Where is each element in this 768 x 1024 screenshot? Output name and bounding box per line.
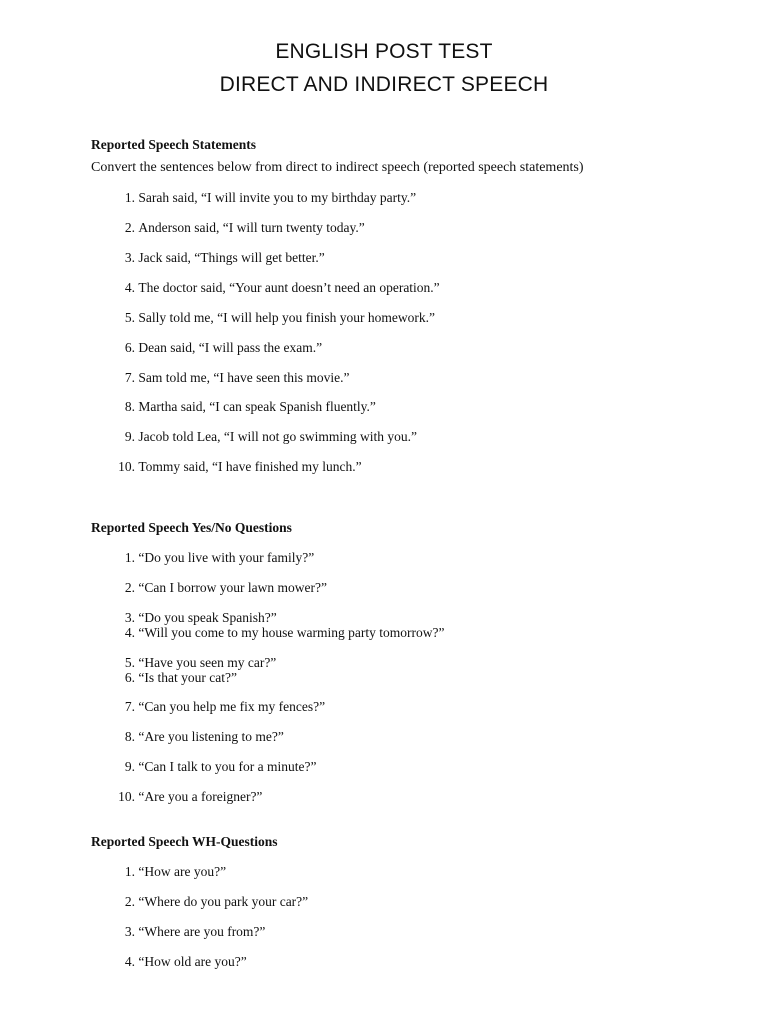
list-item bbox=[107, 954, 707, 970]
list-item bbox=[107, 429, 707, 445]
item-number: 3. bbox=[124, 924, 135, 939]
item-text: “Are you a foreigner?” bbox=[138, 789, 263, 804]
list-item bbox=[107, 670, 707, 686]
item-text: “Where are you from?” bbox=[138, 924, 266, 939]
item-number: 4. bbox=[124, 280, 135, 295]
list-item bbox=[107, 550, 707, 566]
list-item bbox=[107, 310, 707, 326]
item-number: 5. bbox=[124, 310, 135, 325]
list-item bbox=[107, 924, 707, 940]
item-number: 2. bbox=[124, 894, 135, 909]
list-item bbox=[107, 580, 707, 596]
item-number: 1. bbox=[124, 864, 135, 879]
item-text: Sally told me, “I will help you finish your homework.” bbox=[138, 310, 435, 325]
item-number: 8. bbox=[124, 399, 135, 414]
list-item bbox=[107, 655, 707, 671]
list-item bbox=[107, 220, 707, 236]
document-title: ENGLISH POST TEST bbox=[275, 40, 493, 63]
list-item bbox=[107, 699, 707, 715]
document-subtitle: DIRECT AND INDIRECT SPEECH bbox=[219, 73, 549, 96]
item-number: 7. bbox=[124, 370, 135, 385]
item-number: 6. bbox=[124, 670, 135, 685]
item-text: Jack said, “Things will get better.” bbox=[138, 250, 325, 265]
list-item bbox=[107, 789, 707, 805]
list-item bbox=[107, 625, 707, 641]
list-item bbox=[107, 370, 707, 386]
item-number: 3. bbox=[124, 250, 135, 265]
item-text: “Is that your cat?” bbox=[138, 670, 237, 685]
item-text: “Have you seen my car?” bbox=[138, 655, 277, 670]
item-text: Jacob told Lea, “I will not go swimming with you.” bbox=[138, 429, 417, 444]
item-number: 8. bbox=[124, 729, 135, 744]
item-text: “Do you live with your family?” bbox=[138, 550, 315, 565]
item-text: “Can I borrow your lawn mower?” bbox=[138, 580, 327, 595]
list-item bbox=[107, 280, 707, 296]
list-item bbox=[107, 190, 707, 206]
list-item bbox=[107, 399, 707, 415]
item-number: 1. bbox=[124, 550, 135, 565]
item-number: 7. bbox=[124, 699, 135, 714]
item-text: “Do you speak Spanish?” bbox=[138, 610, 277, 625]
item-text: “Can you help me fix my fences?” bbox=[138, 699, 326, 714]
item-text: “Where do you park your car?” bbox=[138, 894, 309, 909]
list-item bbox=[107, 340, 707, 356]
section-heading-wh-questions: Reported Speech WH-Questions bbox=[91, 834, 278, 849]
item-number: 4. bbox=[124, 954, 135, 969]
item-text: Sarah said, “I will invite you to my birthday party.” bbox=[138, 190, 417, 205]
item-number: 1. bbox=[124, 190, 135, 205]
list-item bbox=[107, 759, 707, 775]
item-text: “How are you?” bbox=[138, 864, 227, 879]
item-text: Tommy said, “I have finished my lunch.” bbox=[138, 459, 362, 474]
item-text: Dean said, “I will pass the exam.” bbox=[138, 340, 323, 355]
list-item bbox=[107, 729, 707, 745]
item-text: “Will you come to my house warming party tomorrow?” bbox=[138, 625, 445, 640]
section-instruction: Convert the sentences below from direct to indirect speech (reported speech statements) bbox=[91, 160, 584, 175]
item-number: 10. bbox=[118, 459, 135, 474]
item-number: 2. bbox=[124, 220, 135, 235]
item-text: “Are you listening to me?” bbox=[138, 729, 284, 744]
list-item bbox=[107, 864, 707, 880]
item-number: 6. bbox=[124, 340, 135, 355]
list-item bbox=[107, 894, 707, 910]
item-number: 5. bbox=[124, 655, 135, 670]
item-text: “Can I talk to you for a minute?” bbox=[138, 759, 317, 774]
item-text: The doctor said, “Your aunt doesn’t need an operation.” bbox=[138, 280, 440, 295]
item-number: 4. bbox=[124, 625, 135, 640]
section-heading-yes-no: Reported Speech Yes/No Questions bbox=[91, 520, 292, 535]
section-heading-statements: Reported Speech Statements bbox=[91, 137, 256, 152]
item-number: 3. bbox=[124, 610, 135, 625]
item-number: 9. bbox=[124, 759, 135, 774]
item-text: “How old are you?” bbox=[138, 954, 247, 969]
item-number: 9. bbox=[124, 429, 135, 444]
item-number: 10. bbox=[118, 789, 135, 804]
item-text: Anderson said, “I will turn twenty today.” bbox=[138, 220, 365, 235]
list-item bbox=[107, 250, 707, 266]
list-item bbox=[107, 459, 707, 475]
list-item bbox=[107, 610, 707, 626]
item-text: Sam told me, “I have seen this movie.” bbox=[138, 370, 350, 385]
item-text: Martha said, “I can speak Spanish fluently.” bbox=[138, 399, 376, 414]
item-number: 2. bbox=[124, 580, 135, 595]
